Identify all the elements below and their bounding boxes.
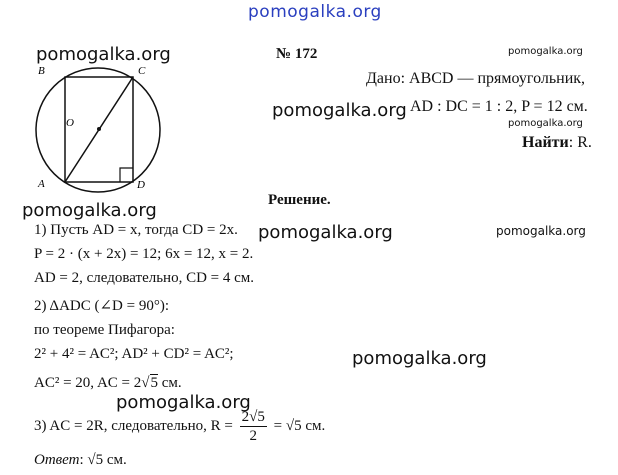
line8-text: 3) AC = 2R, следовательно, R = — [34, 417, 233, 434]
watermark-center-2: pomogalka.org — [258, 222, 393, 243]
watermark-small-top-right: pomogalka.org — [508, 46, 583, 57]
line7-radicand: 5 — [150, 375, 158, 391]
find-label: Найти — [522, 134, 569, 151]
watermark-left-3: pomogalka.org — [116, 392, 251, 413]
label-o: O — [66, 117, 74, 129]
watermark-small-right-2: pomogalka.org — [508, 118, 583, 129]
line7-unit: см. — [158, 375, 182, 391]
fraction-denominator: 2 — [249, 428, 257, 444]
label-b: B — [38, 65, 45, 77]
solution-line-3: AD = 2, следовательно, CD = 4 см. — [34, 270, 255, 286]
solution-line-1: 1) Пусть AD = x, тогда CD = 2x. — [34, 222, 238, 238]
given-label: Дано — [366, 70, 401, 87]
answer-value: : √5 см. — [79, 452, 127, 468]
line7-text: AC² = 20, AC = 2 — [34, 375, 142, 391]
solution-heading: Решение. — [268, 192, 331, 208]
line8-result: = √5 см. — [273, 417, 326, 434]
watermark-top: pomogalka.org — [248, 2, 382, 22]
fraction-numerator: 2√5 — [241, 409, 265, 425]
answer-line — [34, 452, 127, 469]
given-text: : ABCD — прямоугольник, — [400, 70, 586, 87]
center-point-o — [97, 127, 101, 131]
answer-label: Ответ — [34, 452, 80, 468]
right-angle-mark — [120, 168, 133, 182]
watermark-left-1: pomogalka.org — [36, 44, 171, 65]
solution-line-2: P = 2 · (x + 2x) = 12; 6x = 12, x = 2. — [34, 246, 254, 262]
solution-line-6: 2² + 4² = AC²; AD² + CD² = AC²; — [34, 346, 234, 362]
find-line — [522, 134, 592, 152]
label-a: A — [38, 178, 45, 190]
solution-line-5: по теореме Пифагора: — [34, 322, 175, 338]
given-line — [366, 70, 585, 88]
watermark-center-3: pomogalka.org — [352, 348, 487, 369]
watermark-small-right-3: pomogalka.org — [496, 224, 586, 238]
fraction — [240, 408, 267, 445]
geometry-figure — [20, 60, 170, 195]
label-d: D — [137, 179, 145, 191]
find-text: : R. — [568, 134, 592, 151]
label-c: C — [138, 65, 146, 77]
watermark-center-1: pomogalka.org — [272, 100, 407, 121]
sqrt-sign: √ — [141, 375, 150, 391]
ratio-line: AD : DC = 1 : 2, P = 12 см. — [410, 98, 588, 115]
solution-line-4: 2) ΔADC (∠D = 90°): — [34, 298, 169, 314]
solution-line-8 — [34, 408, 325, 445]
solution-line-7 — [34, 374, 182, 392]
watermark-left-2: pomogalka.org — [22, 200, 157, 221]
problem-number: № 172 — [276, 46, 318, 62]
